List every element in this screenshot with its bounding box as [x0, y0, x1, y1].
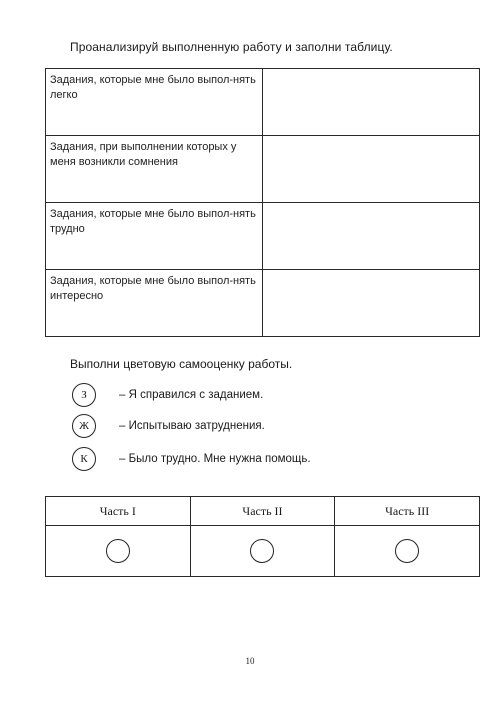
color-circle-icon[interactable]: [250, 539, 274, 563]
legend-item: [72, 382, 263, 408]
table-row: [46, 69, 480, 136]
reflection-table: [45, 68, 480, 337]
parts-circle-row: [46, 526, 480, 577]
parts-header-row: [46, 497, 480, 526]
legend-text: – Испытываю затруднения.: [119, 420, 265, 432]
row-label: [46, 69, 263, 136]
part-header: Часть II: [190, 497, 335, 526]
color-circle-icon[interactable]: [106, 539, 130, 563]
parts-table: [45, 496, 480, 577]
table-row: [46, 136, 480, 203]
row-label: [46, 270, 263, 337]
answer-cell[interactable]: [263, 69, 480, 136]
answer-cell[interactable]: [263, 136, 480, 203]
row-label-text: Задания, которые мне было выпол-нять интересно: [50, 275, 256, 302]
instruction-text: Проанализируй выполненную работу и заполни таблицу.: [70, 40, 393, 54]
legend-circle-icon: [72, 414, 96, 438]
answer-cell[interactable]: [263, 270, 480, 337]
legend-circle-icon: [72, 447, 96, 471]
legend-circle-icon: [72, 383, 96, 407]
row-label: [46, 136, 263, 203]
legend-letter: З: [81, 389, 87, 401]
color-circle-icon[interactable]: [395, 539, 419, 563]
legend-item: [72, 446, 311, 472]
answer-cell[interactable]: [263, 203, 480, 270]
legend-text: – Было трудно. Мне нужна помощь.: [119, 453, 311, 465]
part-cell: [190, 526, 335, 577]
legend-text: – Я справился с заданием.: [119, 389, 264, 401]
part-header: Часть I: [46, 497, 191, 526]
row-label-text: Задания, которые мне было выпол-нять легко: [50, 74, 256, 101]
part-header: Часть III: [335, 497, 480, 526]
row-label-text: Задания, при выполнении которых у меня возникли сомнения: [50, 141, 237, 168]
row-label: [46, 203, 263, 270]
table-row: [46, 203, 480, 270]
legend-item: [72, 413, 265, 439]
part-cell: [335, 526, 480, 577]
row-label-text: Задания, которые мне было выпол-нять трудно: [50, 208, 256, 235]
self-assessment-title: Выполни цветовую самооценку работы.: [70, 357, 293, 371]
legend-letter: К: [80, 453, 88, 465]
page-number: 10: [245, 656, 255, 666]
legend-letter: Ж: [79, 420, 89, 432]
part-cell: [46, 526, 191, 577]
table-row: [46, 270, 480, 337]
